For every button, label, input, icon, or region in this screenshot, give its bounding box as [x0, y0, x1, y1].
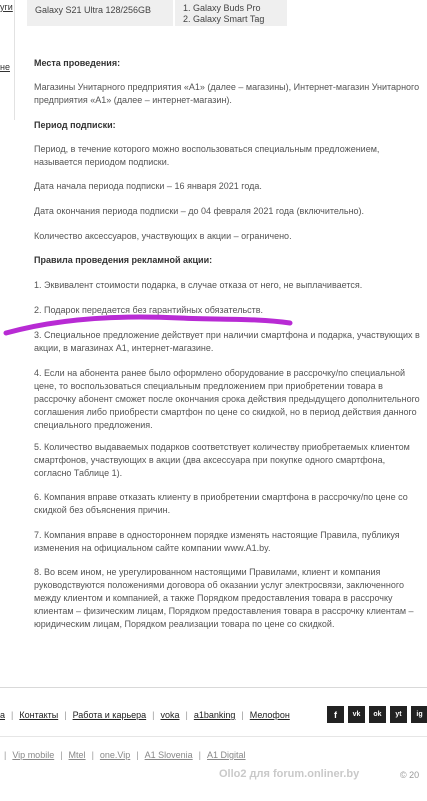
gift-item-2: 2. Galaxy Smart Tag: [183, 14, 265, 24]
vk-icon[interactable]: [348, 706, 365, 723]
social-links: [327, 706, 427, 723]
table-cell-model: Galaxy S21 Ultra 128/256GB: [27, 0, 173, 26]
footer-divider: [0, 736, 427, 737]
rule-5: 5. Количество выдаваемых подарков соответствует количеству приобретаемых клиентом смартфонов, участвующих в акции (два аксессуара при покупке одного смартфона, согласно Таблице 1).: [34, 442, 410, 478]
sidebar-link-2[interactable]: не: [0, 62, 10, 72]
footer-link-voka[interactable]: voka: [160, 710, 180, 720]
gifts-table-row: [27, 0, 287, 26]
sidebar-link-1[interactable]: уги: [0, 2, 13, 12]
facebook-icon[interactable]: f: [327, 706, 344, 723]
period-text: Период, в течение которого можно воспользоваться специальным предложением, называется периодом подписки.: [34, 144, 380, 167]
footer-link-melofon[interactable]: Мелофон: [249, 710, 290, 720]
vk-icon-glyph: vk: [352, 711, 361, 718]
footer-separator: |: [91, 750, 94, 760]
partner-link-vip-mobile[interactable]: Vip mobile: [12, 750, 55, 760]
ok-icon-glyph: ok: [373, 711, 382, 718]
footer-link-a1banking[interactable]: a1banking: [193, 710, 236, 720]
gift-item-1: 1. Galaxy Buds Pro: [183, 3, 261, 13]
rule-8: 8. Во всем ином, не урегулированном настоящими Правилами, клиент и компания руководствуются положениями договора об оказании услуг электросвязи, заключенного между клиентом и компанией, а также Порядком предоставления товара в рассрочку клиентам – физическим лицам, Порядком предоставления товара в рассрочку клиентам – юридическим лицам, Порядком реализации товара по цене со скидкой.: [34, 567, 414, 629]
venues-heading: Места проведения:: [34, 58, 121, 68]
footer-separator: |: [64, 710, 67, 720]
left-sidebar-edge: [0, 0, 15, 120]
rule-7: 7. Компания вправе в одностороннем порядке изменять настоящие Правила, публикуя изменения на официальном сайте компании www.A1.by.: [34, 530, 400, 553]
footer-separator: |: [60, 750, 63, 760]
rule-2: 2. Подарок передается без гарантийных обязательств.: [34, 305, 264, 315]
partner-link-a1-digital[interactable]: A1 Digital: [207, 750, 246, 760]
yt-icon-glyph: yt: [395, 711, 402, 718]
rule-3: 3. Специальное предложение действует при наличии смартфона и подарка, участвующих в акции, в магазинах А1, интернет-магазине.: [34, 330, 420, 353]
footer-link-contacts[interactable]: Контакты: [19, 710, 59, 720]
footer-separator: |: [198, 750, 202, 760]
rule-1: 1. Эквивалент стоимости подарка, в случае отказа от него, не выплачивается.: [34, 280, 363, 290]
period-heading: Период подписки:: [34, 120, 116, 130]
rule-4: 4. Если на абонента ранее было оформлено оборудование в рассрочку/по специальной цене, то воспользоваться специальным предложением при приобретении товара в рассрочку абонент сможет после окончания срока действия предыдущего дополнительного соглашения либо приобрести смартфон по цене со скидкой, но в период действия данного специального предложения.: [34, 368, 420, 430]
site-footer: [0, 687, 427, 801]
footer-nav: [0, 710, 290, 720]
rule-6: 6. Компания вправе отказать клиенту в приобретении смартфона в рассрочку/по цене со скидкой без объяснения причин.: [34, 492, 408, 515]
copyright-text: © 20: [400, 770, 420, 780]
forum-watermark: Ollo2 для forum.onliner.by: [219, 768, 360, 780]
footer-separator: |: [136, 750, 139, 760]
table-cell-gifts: [175, 0, 287, 26]
footer-separator: |: [185, 710, 188, 720]
ig-icon-glyph: ig: [416, 711, 423, 718]
accessories-text: Количество аксессуаров, участвующих в акции – ограничено.: [34, 231, 292, 241]
end-date-text: Дата окончания периода подписки – до 04 февраля 2021 года (включительно).: [34, 206, 365, 216]
partner-link-one-vip[interactable]: one.Vip: [99, 750, 131, 760]
youtube-icon[interactable]: [390, 706, 407, 723]
odnoklassniki-icon[interactable]: [369, 706, 386, 723]
partner-link-mtel[interactable]: Mtel: [68, 750, 86, 760]
footer-separator: |: [4, 750, 7, 760]
rules-heading: Правила проведения рекламной акции:: [34, 255, 213, 265]
venues-text: Магазины Унитарного предприятия «А1» (далее – магазины), Интернет-магазин Унитарного предприятия «А1» (далее – интернет-магазин).: [34, 82, 420, 105]
footer-separator: |: [241, 710, 244, 720]
footer-separator: |: [152, 710, 155, 720]
footer-link-careers[interactable]: Работа и карьера: [72, 710, 147, 720]
instagram-icon[interactable]: [411, 706, 427, 723]
start-date-text: Дата начала периода подписки – 16 января 2021 года.: [34, 181, 262, 191]
footer-link-partial[interactable]: а: [0, 710, 6, 720]
partner-link-a1-slovenia[interactable]: A1 Slovenia: [144, 750, 193, 760]
footer-partner-nav: [0, 750, 246, 760]
footer-separator: |: [11, 710, 14, 720]
